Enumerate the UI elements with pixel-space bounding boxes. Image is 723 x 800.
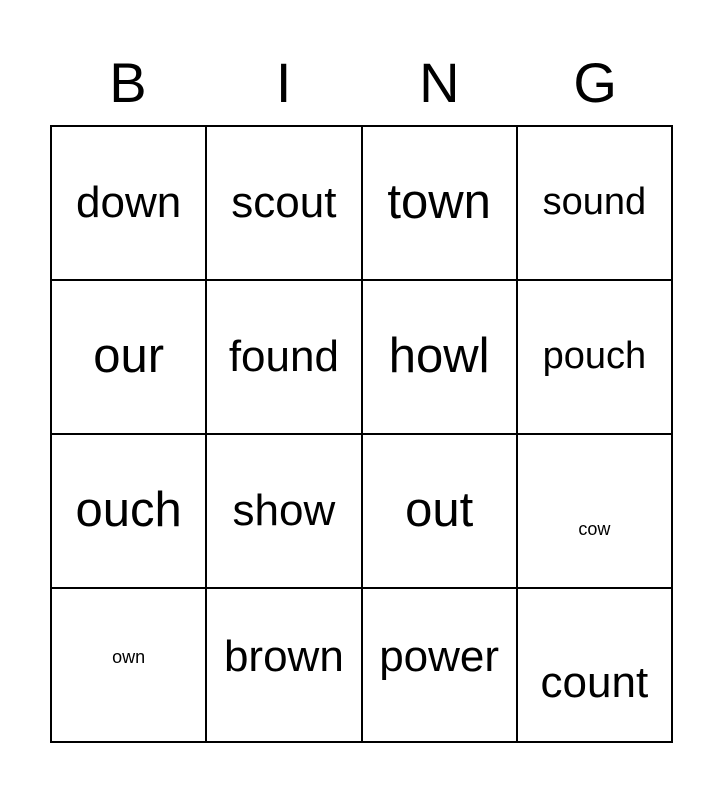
- bingo-cell-label: our: [93, 329, 165, 384]
- bingo-cell[interactable]: [207, 435, 362, 589]
- bingo-cell-label: howl: [388, 329, 490, 384]
- bingo-cell[interactable]: [207, 127, 362, 281]
- bingo-row: [52, 435, 673, 589]
- bingo-cell[interactable]: [52, 281, 207, 435]
- bingo-cell-label: town: [387, 175, 491, 230]
- header-letter-i: I: [275, 51, 292, 114]
- bingo-cell[interactable]: [52, 589, 207, 743]
- bingo-cell[interactable]: [518, 435, 673, 589]
- bingo-cell-label: count: [540, 657, 649, 707]
- bingo-cell-label: pouch: [542, 335, 647, 378]
- bingo-card: [50, 40, 673, 743]
- bingo-cell-label: show: [232, 485, 336, 535]
- bingo-cell-label: out: [405, 483, 474, 538]
- bingo-grid: [50, 125, 673, 743]
- bingo-cell[interactable]: [363, 435, 518, 589]
- header-letter-g: G: [573, 51, 617, 114]
- bingo-cell-label: scout: [231, 177, 337, 227]
- bingo-cell-label: found: [228, 331, 339, 381]
- bingo-cell[interactable]: [363, 281, 518, 435]
- bingo-cell-label: ouch: [75, 483, 182, 538]
- header-letter-n: N: [419, 51, 460, 114]
- bingo-cell[interactable]: [363, 127, 518, 281]
- bingo-cell[interactable]: [52, 435, 207, 589]
- bingo-cell-label: own: [112, 646, 146, 667]
- bingo-row: [52, 589, 673, 743]
- bingo-cell[interactable]: [518, 589, 673, 743]
- bingo-cell-label: power: [379, 631, 500, 681]
- bingo-cell[interactable]: [518, 127, 673, 281]
- bingo-header: [50, 40, 673, 125]
- bingo-cell[interactable]: [52, 127, 207, 281]
- header-letter-b: B: [109, 51, 147, 114]
- bingo-cell[interactable]: [207, 589, 362, 743]
- bingo-cell-label: brown: [223, 631, 344, 681]
- bingo-cell[interactable]: [518, 281, 673, 435]
- bingo-row: [52, 127, 673, 281]
- bingo-row: [52, 281, 673, 435]
- bingo-cell-label: cow: [578, 518, 611, 539]
- bingo-cell-label: down: [76, 177, 182, 227]
- bingo-cell[interactable]: [363, 589, 518, 743]
- bingo-cell[interactable]: [207, 281, 362, 435]
- bingo-cell-label: sound: [542, 181, 647, 224]
